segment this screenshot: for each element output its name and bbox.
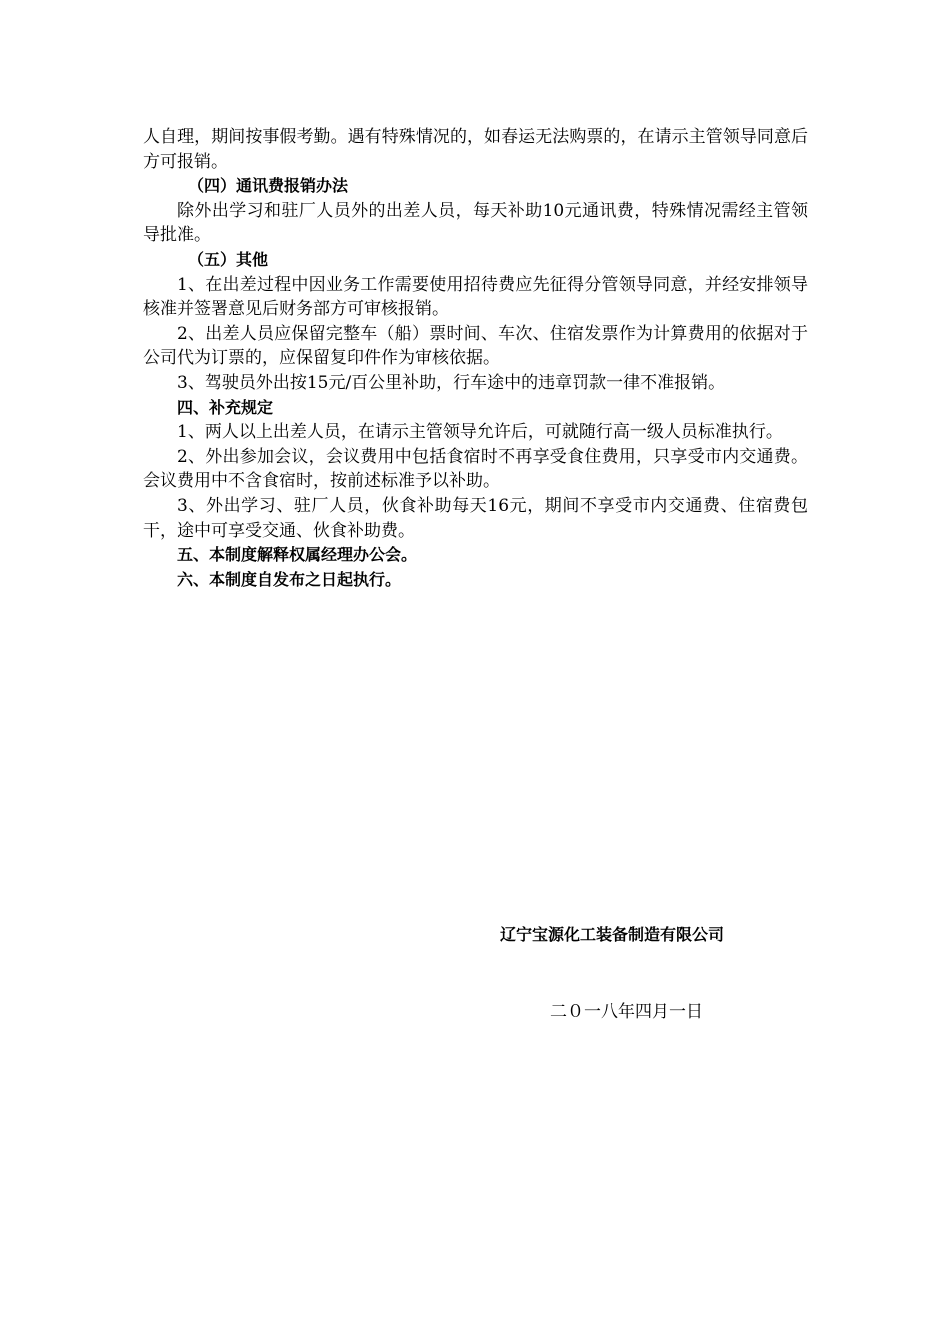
paragraph-meeting-expenses: 2、外出参加会议，会议费用中包括食宿时不再享受食住费用，只享受市内交通费。会议费用中不含食宿时，按前述标准予以补助。 <box>143 446 808 492</box>
signature-company: 辽宁宝源化工装备制造有限公司 <box>500 925 725 944</box>
subheading-communication-fee: （四）通讯费报销办法 <box>188 176 349 196</box>
subheading-other: （五）其他 <box>188 249 269 269</box>
paragraph-study-onsite: 3、外出学习、驻厂人员，伙食补助每天16元，期间不享受市内交通费、住宿费包干，途中可享受交通、伙食补助费。 <box>143 495 808 541</box>
paragraph-communication-fee: 除外出学习和驻厂人员外的出差人员，每天补助10元通讯费，特殊情况需经主管领导批准。 <box>143 200 808 246</box>
paragraph-hospitality-fee: 1、在出差过程中因业务工作需要使用招待费应先征得分管领导同意，并经安排领导核准并签署意见后财务部方可审核报销。 <box>143 274 808 320</box>
paragraph-group-travel: 1、两人以上出差人员，在请示主管领导允许后，可就随行高一级人员标准执行。 <box>177 422 783 443</box>
document-body <box>143 125 808 592</box>
paragraph-travel-ticket: 人自理，期间按事假考勤。遇有特殊情况的，如春运无法购票的，在请示主管领导同意后方可报销。 <box>143 127 808 172</box>
heading-effective-date: 六、本制度自发布之日起执行。 <box>177 569 402 589</box>
paragraph-ticket-receipts: 2、出差人员应保留完整车（船）票时间、车次、住宿发票作为计算费用的依据对于公司代为订票的，应保留复印件作为审核依据。 <box>143 323 808 369</box>
paragraph-driver-subsidy: 3、驾驶员外出按15元/百公里补助，行车途中的违章罚款一律不准报销。 <box>177 372 726 393</box>
heading-supplementary-rules: 四、补充规定 <box>177 397 274 417</box>
signature-date: 二０一八年四月一日 <box>550 1002 703 1022</box>
heading-interpretation: 五、本制度解释权属经理办公会。 <box>177 545 418 565</box>
